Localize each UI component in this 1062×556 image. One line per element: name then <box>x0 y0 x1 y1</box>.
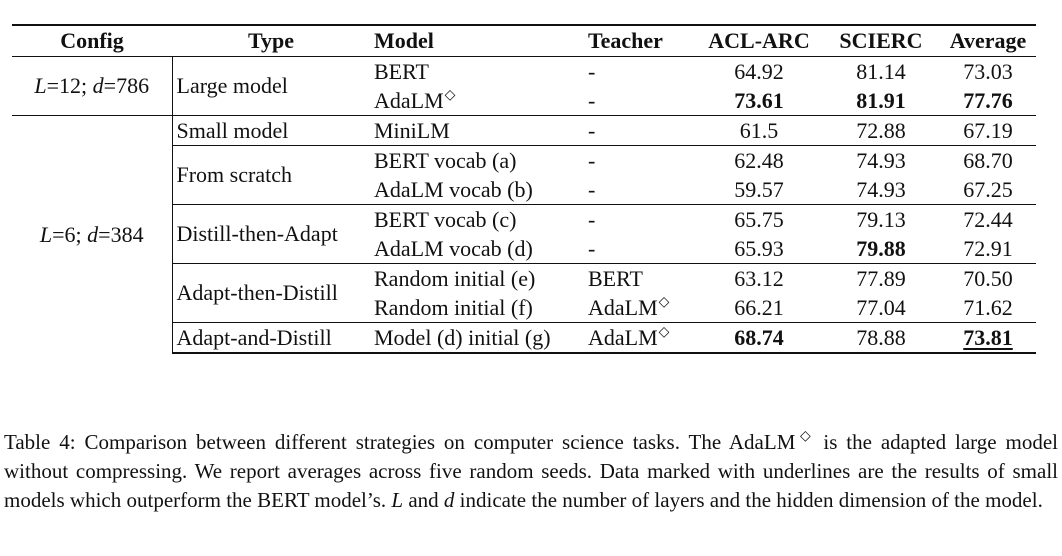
model-cell: AdaLM◇ <box>374 88 456 113</box>
average-cell: 72.44 <box>940 205 1036 235</box>
scierc-cell: 72.88 <box>822 116 940 146</box>
teacher-cell: - <box>584 146 696 176</box>
type-cell: From scratch <box>172 146 370 205</box>
acl-arc-cell: 66.21 <box>734 294 784 320</box>
average-cell: 70.50 <box>940 264 1036 294</box>
results-table-container <box>12 24 1036 354</box>
acl-arc-cell: 62.48 <box>696 146 822 176</box>
model-cell: BERT vocab (a) <box>370 146 584 176</box>
type-cell: Distill-then-Adapt <box>172 205 370 264</box>
average-cell: 67.19 <box>940 116 1036 146</box>
model-cell: MiniLM <box>370 116 584 146</box>
model-cell: Random initial (e) <box>370 264 584 294</box>
acl-arc-cell: 68.74 <box>696 323 822 354</box>
scierc-cell: 79.13 <box>822 205 940 235</box>
type-cell: Large model <box>172 57 370 116</box>
average-cell: 72.91 <box>963 235 1013 261</box>
type-cell: Adapt-and-Distill <box>172 323 370 354</box>
scierc-cell: 79.88 <box>856 235 906 261</box>
header-type: Type <box>247 28 295 53</box>
teacher-cell: - <box>588 58 596 84</box>
acl-arc-cell: 65.75 <box>696 205 822 235</box>
teacher-cell: BERT <box>584 264 696 294</box>
acl-arc-cell: 63.12 <box>696 264 822 294</box>
scierc-cell: 74.93 <box>856 176 906 202</box>
teacher-cell: - <box>588 176 596 202</box>
table-caption: Table 4: Comparison between different strategies on computer science tasks. The AdaLM◇ is the adapted large model without compressing. We report averages across five random seeds. Data marked with underlines are the results of small models which outperform the BERT model’s. L and d indicate the number of layers and the hidden dimension of the model. <box>4 429 1058 512</box>
average-cell: 73.03 <box>963 58 1013 84</box>
scierc-cell: 81.14 <box>856 58 906 84</box>
model-cell: AdaLM vocab (b) <box>374 176 533 202</box>
acl-arc-cell: 61.5 <box>696 116 822 146</box>
header-config: Config <box>60 28 124 53</box>
type-cell: Adapt-then-Distill <box>172 264 370 323</box>
scierc-cell: 77.04 <box>856 294 906 320</box>
teacher-cell: - <box>584 205 696 235</box>
average-cell: 71.62 <box>963 294 1013 320</box>
header-scierc: SCIERC <box>839 28 923 53</box>
acl-arc-cell: 59.57 <box>734 176 784 202</box>
table-row <box>12 57 1036 87</box>
scierc-cell: 74.93 <box>822 146 940 176</box>
table-row <box>12 116 1036 146</box>
teacher-cell: AdaLM◇ <box>584 323 696 354</box>
average-cell: 77.76 <box>963 87 1013 113</box>
type-cell: Small model <box>172 116 370 146</box>
scierc-cell: 77.89 <box>822 264 940 294</box>
model-cell: BERT <box>374 58 429 84</box>
average-cell: 73.81 <box>940 323 1036 354</box>
results-table <box>12 24 1036 354</box>
teacher-cell: AdaLM◇ <box>588 295 670 320</box>
teacher-cell: - <box>588 87 596 113</box>
model-cell: Random initial (f) <box>374 294 533 320</box>
teacher-cell: - <box>584 116 696 146</box>
teacher-cell: - <box>588 235 596 261</box>
header-acl-arc: ACL-ARC <box>708 28 810 53</box>
acl-arc-cell: 73.61 <box>734 87 784 113</box>
average-cell: 67.25 <box>963 176 1013 202</box>
scierc-cell: 81.91 <box>856 87 906 113</box>
acl-arc-cell: 64.92 <box>734 58 784 84</box>
header-model: Model <box>374 28 434 53</box>
config-cell-small: L=6; d=384 <box>12 116 172 354</box>
average-cell: 68.70 <box>940 146 1036 176</box>
acl-arc-cell: 65.93 <box>734 235 784 261</box>
scierc-cell: 78.88 <box>822 323 940 354</box>
model-cell: Model (d) initial (g) <box>370 323 584 354</box>
model-cell: BERT vocab (c) <box>370 205 584 235</box>
header-average: Average <box>949 28 1027 53</box>
config-cell-large: L=12; d=786 <box>34 73 150 98</box>
header-teacher: Teacher <box>588 28 663 53</box>
model-cell: AdaLM vocab (d) <box>374 235 533 261</box>
header-row <box>12 25 1036 57</box>
